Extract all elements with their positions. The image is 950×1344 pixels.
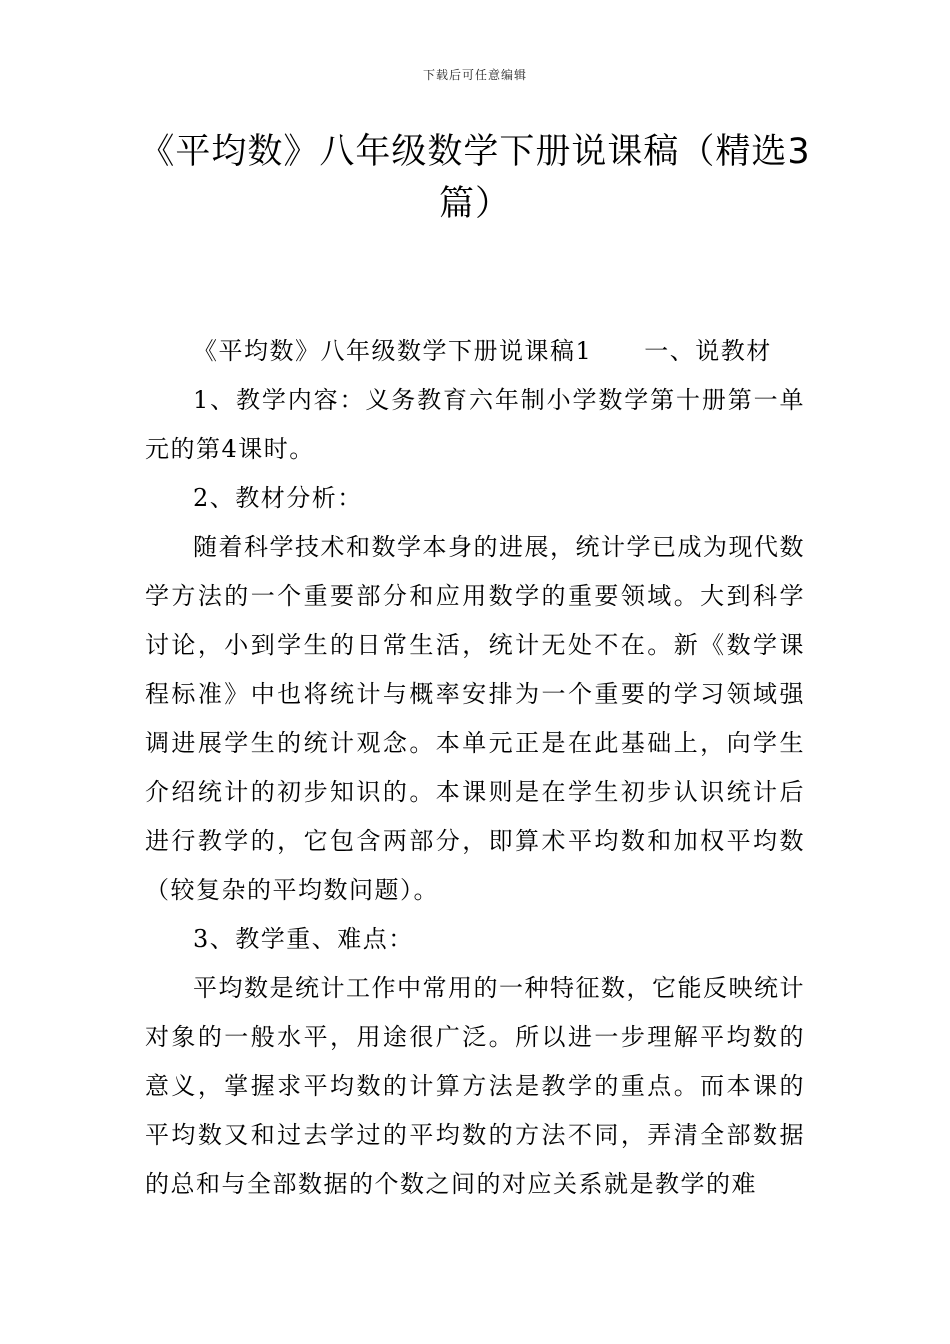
header-note: 下载后可任意编辑 [422, 68, 527, 82]
document-title: 《平均数》八年级数学下册说课稿（精选3篇） [139, 132, 811, 224]
section-heading: 《平均数》八年级数学下册说课稿1 [193, 337, 593, 365]
paragraph-key-points: 平均数是统计工作中常用的一种特征数，它能反映统计对象的一般水平，用途很广泛。所以进一步理解平均数的意义，掌握求平均数的计算方法是教学的重点。而本课的平均数又和过去学过的平均数的方法不同，弄清全部数据的总和与全部数据的个数之间的对应关系就是教学的难 [145, 974, 805, 1198]
paragraph-key-points-heading: 3、教学重、难点： [193, 925, 414, 953]
paragraph-material-analysis: 随着科学技术和数学本身的进展，统计学已成为现代数学方法的一个重要部分和应用数学的重要领域。大到科学讨论，小到学生的日常生活，统计无处不在。新《数学课程标准》中也将统计与概率安排为一个重要的学习领域强调进展学生的统计观念。本单元正是在此基础上，向学生介绍统计的初步知识的。本课则是在学生初步认识统计后进行教学的，它包含两部分，即算术平均数和加权平均数（较复杂的平均数问题）。 [145, 533, 805, 904]
section-subheading: 一、说教材 [644, 337, 772, 365]
paragraph-teaching-content: 1、教学内容：义务教育六年制小学数学第十册第一单元的第4课时。 [145, 386, 805, 463]
paragraph-material-analysis-heading: 2、教材分析： [193, 484, 363, 512]
section-heading-line [145, 327, 805, 376]
document-body [145, 327, 805, 1209]
